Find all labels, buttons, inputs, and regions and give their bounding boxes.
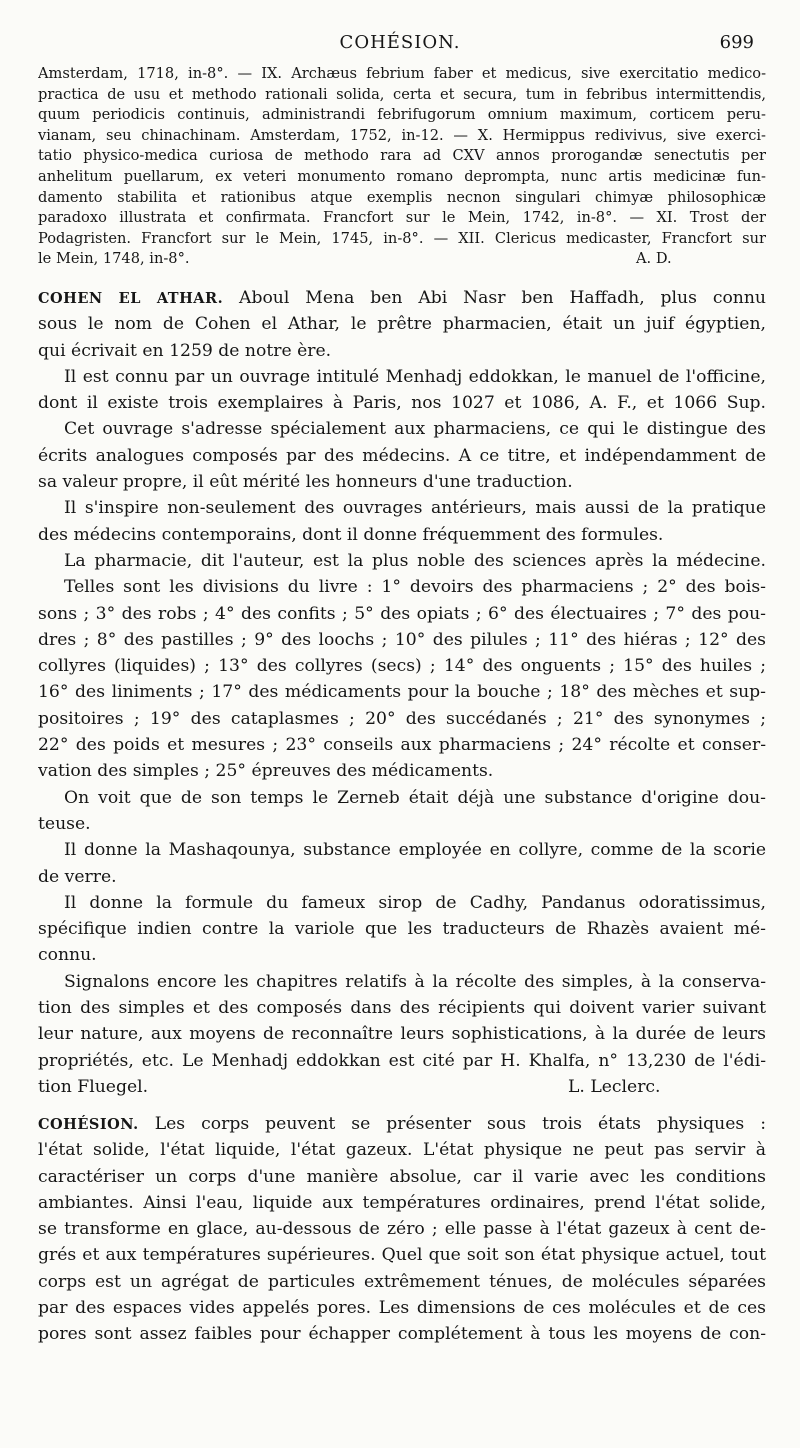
bibliography-line: practica de usu et methodo rationali solida, certa et secura, tum in febribus intermittendis,	[38, 85, 766, 103]
bibliography-line: paradoxo illustrata et confirmata. Francfort sur le Mein, 1742, in-8°. — XI. Trost der	[38, 209, 766, 227]
cohen-text-line: des médecins contemporains, dont il donne fréquemment des formules.	[38, 524, 664, 545]
cohesion-text-line: se transforme en glace, au-dessous de zéro ; elle passe à l'état gazeux à cent de-	[38, 1219, 766, 1240]
cohesion-body-lines	[38, 1137, 766, 1347]
cohen-text-line: La pharmacie, dit l'auteur, est la plus noble des sciences après la médecine.	[64, 550, 766, 571]
bibliography-block	[38, 64, 766, 270]
running-title: COHÉSION.	[339, 32, 461, 53]
cohen-text-line: teuse.	[38, 813, 91, 834]
bibliography-line: vianam, seu chinachinam. Amsterdam, 1752, in-12. — X. Hermippus redivivus, sive exerci-	[38, 126, 766, 144]
cohesion-text-line: grés et aux températures supérieures. Quel que soit son état physique actuel, tout	[38, 1245, 766, 1266]
cohen-text-line: Il s'inspire non-seulement des ouvrages antérieurs, mais aussi de la pratique	[64, 498, 766, 519]
bibliography-line: quum periodicis continuis, administrandi febrifugorum omnium maximum, corticem peru-	[38, 106, 766, 124]
cohesion-first-text: Les corps peuvent se présenter sous trois états physiques :	[138, 1114, 766, 1134]
cohen-text-line: connu.	[38, 945, 97, 966]
page-number: 699	[719, 32, 754, 53]
cohen-headword: COHEN EL ATHAR.	[38, 290, 224, 307]
cohen-text-line: tion des simples et des composés dans des récipients qui doivent varier suivant	[38, 998, 766, 1019]
cohesion-headword: COHÉSION.	[38, 1116, 139, 1133]
bibliography-last-text: le Mein, 1748, in-8°.	[38, 250, 190, 268]
cohen-text-line: Telles sont les divisions du livre : 1° devoirs des pharmaciens ; 2° des bois-	[64, 577, 766, 598]
bibliography-signature: A. D.	[636, 250, 672, 268]
cohen-text-line: Signalons encore les chapitres relatifs à la récolte des simples, à la conserva-	[64, 971, 766, 992]
cohen-last-line	[38, 1074, 766, 1100]
cohen-signature: L. Leclerc.	[568, 1076, 661, 1097]
cohen-first-line	[38, 285, 766, 311]
article-cohen-el-athar	[38, 285, 766, 1100]
bibliography-line: tatio physico-medica curiosa de methodo rara ad CXV annos prorogandæ senectutis per	[38, 147, 766, 165]
cohen-text-line: collyres (liquides) ; 13° des collyres (secs) ; 14° des onguents ; 15° des huiles ;	[38, 656, 766, 677]
bibliography-line: Podagristen. Francfort sur le Mein, 1745, in-8°. — XII. Clericus medicaster, Francfort sur	[38, 229, 766, 247]
cohen-text-line: sa valeur propre, il eût mérité les honneurs d'une traduction.	[38, 472, 573, 493]
cohen-text-line: sons ; 3° des robs ; 4° des confits ; 5° des opiats ; 6° des électuaires ; 7° des pou-	[38, 603, 766, 624]
bibliography-line: anhelitum puellarum, ex veteri monumento romano deprompta, nunc artis medicinæ fun-	[38, 167, 766, 185]
cohen-text-line: positoires ; 19° des cataplasmes ; 20° des succédanés ; 21° des synonymes ;	[38, 708, 766, 729]
cohen-text-line: On voit que de son temps le Zerneb était déjà une substance d'origine dou-	[64, 787, 766, 808]
cohen-text-line: de verre.	[38, 866, 117, 887]
cohen-last-text: tion Fluegel.	[38, 1076, 149, 1097]
bibliography-lines	[38, 64, 766, 249]
cohesion-text-line: caractériser un corps d'une manière absolue, car il varie avec les conditions	[38, 1166, 766, 1187]
cohesion-first-line	[38, 1111, 766, 1137]
cohen-text-line: leur nature, aux moyens de reconnaître leurs sophistications, à la durée de leurs	[38, 1024, 766, 1045]
cohen-text-line: qui écrivait en 1259 de notre ère.	[38, 340, 332, 361]
cohen-text-line: 16° des liniments ; 17° des médicaments pour la bouche ; 18° des mèches et sup-	[38, 682, 766, 703]
cohesion-text-line: pores sont assez faibles pour échapper complétement à tous les moyens de con-	[38, 1324, 766, 1345]
cohen-text-line: dres ; 8° des pastilles ; 9° des loochs ; 10° des pilules ; 11° des hiéras ; 12° des	[38, 629, 766, 650]
cohesion-text-line: l'état solide, l'état liquide, l'état gazeux. L'état physique ne peut pas servir à	[38, 1140, 766, 1161]
bibliography-line: damento stabilita et rationibus atque exemplis necnon singulari chimyæ philosophicæ	[38, 188, 766, 206]
cohen-body-lines	[38, 311, 766, 1074]
cohen-text-line: vation des simples ; 25° épreuves des médicaments.	[38, 761, 494, 782]
article-cohesion	[38, 1111, 766, 1348]
cohen-first-text: Aboul Mena ben Abi Nasr ben Haffadh, plus connu	[223, 288, 766, 308]
cohen-text-line: propriétés, etc. Le Menhadj eddokkan est cité par H. Khalfa, n° 13,230 de l'édi-	[38, 1050, 766, 1071]
bibliography-line: Amsterdam, 1718, in-8°. — IX. Archæus febrium faber et medicus, sive exercitatio medico-	[38, 65, 766, 82]
cohen-text-line: spécifique indien contre la variole que les traducteurs de Rhazès avaient mé-	[38, 919, 766, 940]
cohen-text-line: Il est connu par un ouvrage intitulé Menhadj eddokkan, le manuel de l'officine,	[64, 366, 766, 387]
cohen-text-line: sous le nom de Cohen el Athar, le prêtre pharmacien, était un juif égyptien,	[38, 314, 766, 335]
cohen-text-line: Cet ouvrage s'adresse spécialement aux pharmaciens, ce qui le distingue des	[64, 419, 766, 440]
cohen-text-line: dont il existe trois exemplaires à Paris, nos 1027 et 1086, A. F., et 1066 Sup.	[38, 393, 766, 414]
cohen-text-line: 22° des poids et mesures ; 23° conseils aux pharmaciens ; 24° récolte et conser-	[38, 735, 766, 756]
running-header	[0, 32, 800, 54]
cohesion-text-line: par des espaces vides appelés pores. Les dimensions de ces molécules et de ces	[38, 1298, 766, 1319]
cohesion-text-line: corps est un agrégat de particules extrêmement ténues, de molécules séparées	[38, 1271, 766, 1292]
cohen-text-line: écrits analogues composés par des médecins. A ce titre, et indépendamment de	[38, 445, 766, 466]
cohen-text-line: Il donne la Mashaqounya, substance employée en collyre, comme de la scorie	[64, 840, 766, 861]
cohesion-text-line: ambiantes. Ainsi l'eau, liquide aux températures ordinaires, prend l'état solide,	[38, 1192, 766, 1213]
cohen-text-line: Il donne la formule du fameux sirop de Cadhy, Pandanus odoratissimus,	[64, 892, 766, 913]
bibliography-last-line	[38, 249, 766, 270]
